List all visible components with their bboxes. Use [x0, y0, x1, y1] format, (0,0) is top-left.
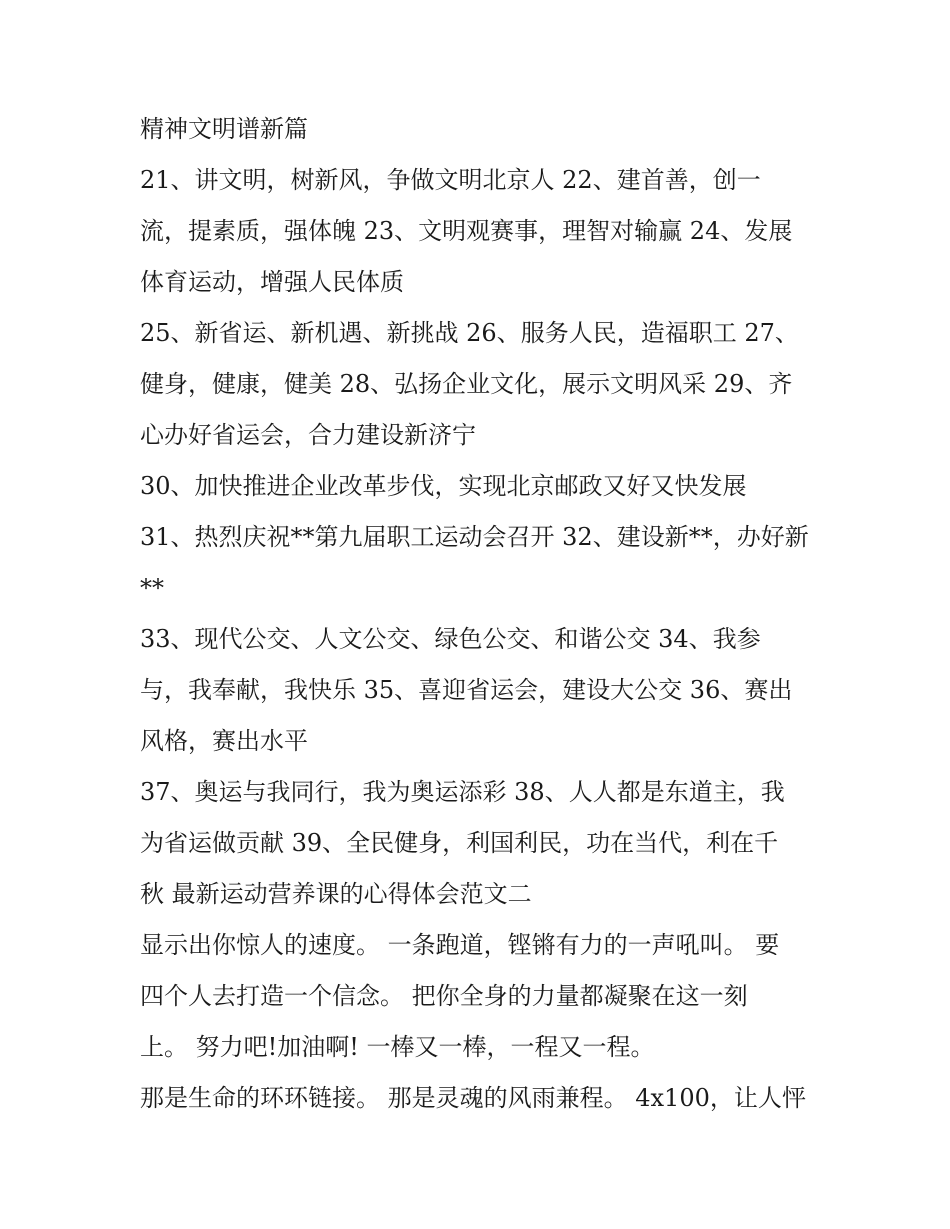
text-line: 33、现代公交、人文公交、绿色公交、和谐公交 34、我参 — [140, 625, 761, 653]
text-line: 心办好省运会，合力建设新济宁 — [140, 421, 476, 449]
text-line: 显示出你惊人的速度。 一条跑道，铿锵有力的一声吼叫。 要 — [140, 931, 780, 959]
text-line: 四个人去打造一个信念。 把你全身的力量都凝聚在这一刻 — [140, 982, 748, 1010]
text-line: 与，我奉献，我快乐 35、喜迎省运会，建设大公交 36、赛出 — [140, 676, 793, 704]
text-line: 为省运做贡献 39、全民健身，利国利民，功在当代，利在千 — [140, 829, 779, 857]
text-line: 流，提素质，强体魄 23、文明观赛事，理智对输赢 24、发展 — [140, 217, 793, 245]
text-line: 31、热烈庆祝**第九届职工运动会召开 32、建设新**，办好新 — [140, 523, 809, 551]
text-line: 健身，健康，健美 28、弘扬企业文化，展示文明风采 29、齐 — [140, 370, 793, 398]
text-line: 30、加快推进企业改革步伐，实现北京邮政又好又快发展 — [140, 472, 747, 500]
document-body — [140, 104, 820, 1124]
text-line: 体育运动，增强人民体质 — [140, 268, 404, 296]
text-line: 37、奥运与我同行，我为奥运添彩 38、人人都是东道主，我 — [140, 778, 785, 806]
text-line: 精神文明谱新篇 — [140, 115, 308, 143]
text-line: 21、讲文明，树新风，争做文明北京人 22、建首善，创一 — [140, 166, 761, 194]
text-line: 25、新省运、新机遇、新挑战 26、服务人民，造福职工 27、 — [140, 319, 799, 347]
text-line: 秋 最新运动营养课的心得体会范文二 — [140, 880, 532, 908]
text-line: 那是生命的环环链接。 那是灵魂的风雨兼程。 4x100，让人怦 — [140, 1084, 806, 1112]
text-line: 上。 努力吧!加油啊! 一棒又一棒，一程又一程。 — [140, 1033, 655, 1061]
text-line: ** — [140, 574, 164, 602]
text-line: 风格，赛出水平 — [140, 727, 308, 755]
